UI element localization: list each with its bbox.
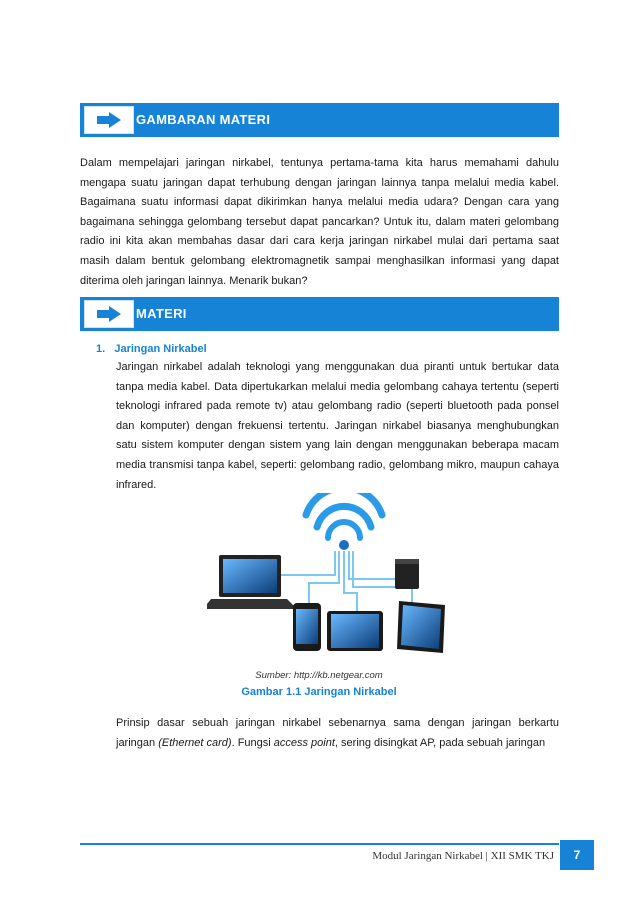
banner-title: GAMBARAN MATERI xyxy=(136,112,271,127)
laptop-icon xyxy=(207,555,297,609)
tablet-icon xyxy=(327,611,383,651)
page-number: 7 xyxy=(560,840,594,870)
arrow-right-icon xyxy=(97,306,121,322)
arrow-icon-box xyxy=(84,300,134,328)
closing-text-1: Prinsip dasar sebuah jaringan nirkabel sebenarnya sama dengan jaringan berkartu jaringan xyxy=(116,717,559,749)
closing-paragraph xyxy=(116,714,559,753)
closing-text-2: . Fungsi xyxy=(231,736,274,749)
router-icon xyxy=(395,559,419,589)
figure-caption: Gambar 1.1 Jaringan Nirkabel xyxy=(241,686,397,698)
wifi-signal-icon xyxy=(306,493,382,550)
phone-icon xyxy=(293,603,321,651)
arrow-right-icon xyxy=(97,112,121,128)
section-heading-jaringan-nirkabel: 1. Jaringan Nirkabel xyxy=(96,343,207,355)
banner-gambaran-materi xyxy=(80,103,559,137)
section-body: Jaringan nirkabel adalah teknologi yang menggunakan dua piranti untuk bertukar data tanpa media kabel. Data dipertukarkan melalui media gelombang cahaya tertentu (seperti teknologi infrared pada remote tv) atau gelombang radio (seperti bluetooth pada ponsel dan komputer) dengan frekuensi tertentu. Jaringan nirkabel biasanya menghubungkan satu sistem komputer dengan sistem yang lain dengan menggunakan beberapa macam media transmisi tanpa kabel, seperti: gelombang radio, gelombang mikro, maupun cahaya infrared. xyxy=(116,361,559,491)
closing-text-3: , sering disingkat AP, pada sebuah jaringan xyxy=(334,736,546,749)
arrow-icon-box xyxy=(84,106,134,134)
wireless-network-illustration xyxy=(207,493,445,665)
footer-divider xyxy=(80,843,559,845)
banner-title: MATERI xyxy=(136,306,187,321)
banner-materi xyxy=(80,297,559,331)
closing-italic-ethernet: (Ethernet card) xyxy=(158,736,232,749)
footer-module-title: Modul Jaringan Nirkabel | XII SMK TKJ xyxy=(372,850,554,862)
closing-italic-access-point: access point xyxy=(273,736,335,749)
tablet-icon xyxy=(397,601,445,653)
figure-source: Sumber: http://kb.netgear.com xyxy=(255,670,383,681)
intro-paragraph: Dalam mempelajari jaringan nirkabel, tentunya pertama-tama kita harus memahami dahulu mengapa suatu jaringan dapat terhubung dengan jaringan lainnya tanpa melalui media kabel. Bagaimana suatu informasi dapat dikirimkan hanya melalui media udara? Dengan cara yang bagaimana sehingga gelombang tersebut dapat pancarkan? Untuk itu, dalam materi gelombang radio ini kita akan membahas dasar dari cara kerja jaringan nirkabel mulai dari pertama saat masih dalam bentuk gelombang elektromagnetik sampai menghasilkan informasi yang dapat diterima oleh jaringan lainnya. Menarik bukan? xyxy=(80,157,559,287)
